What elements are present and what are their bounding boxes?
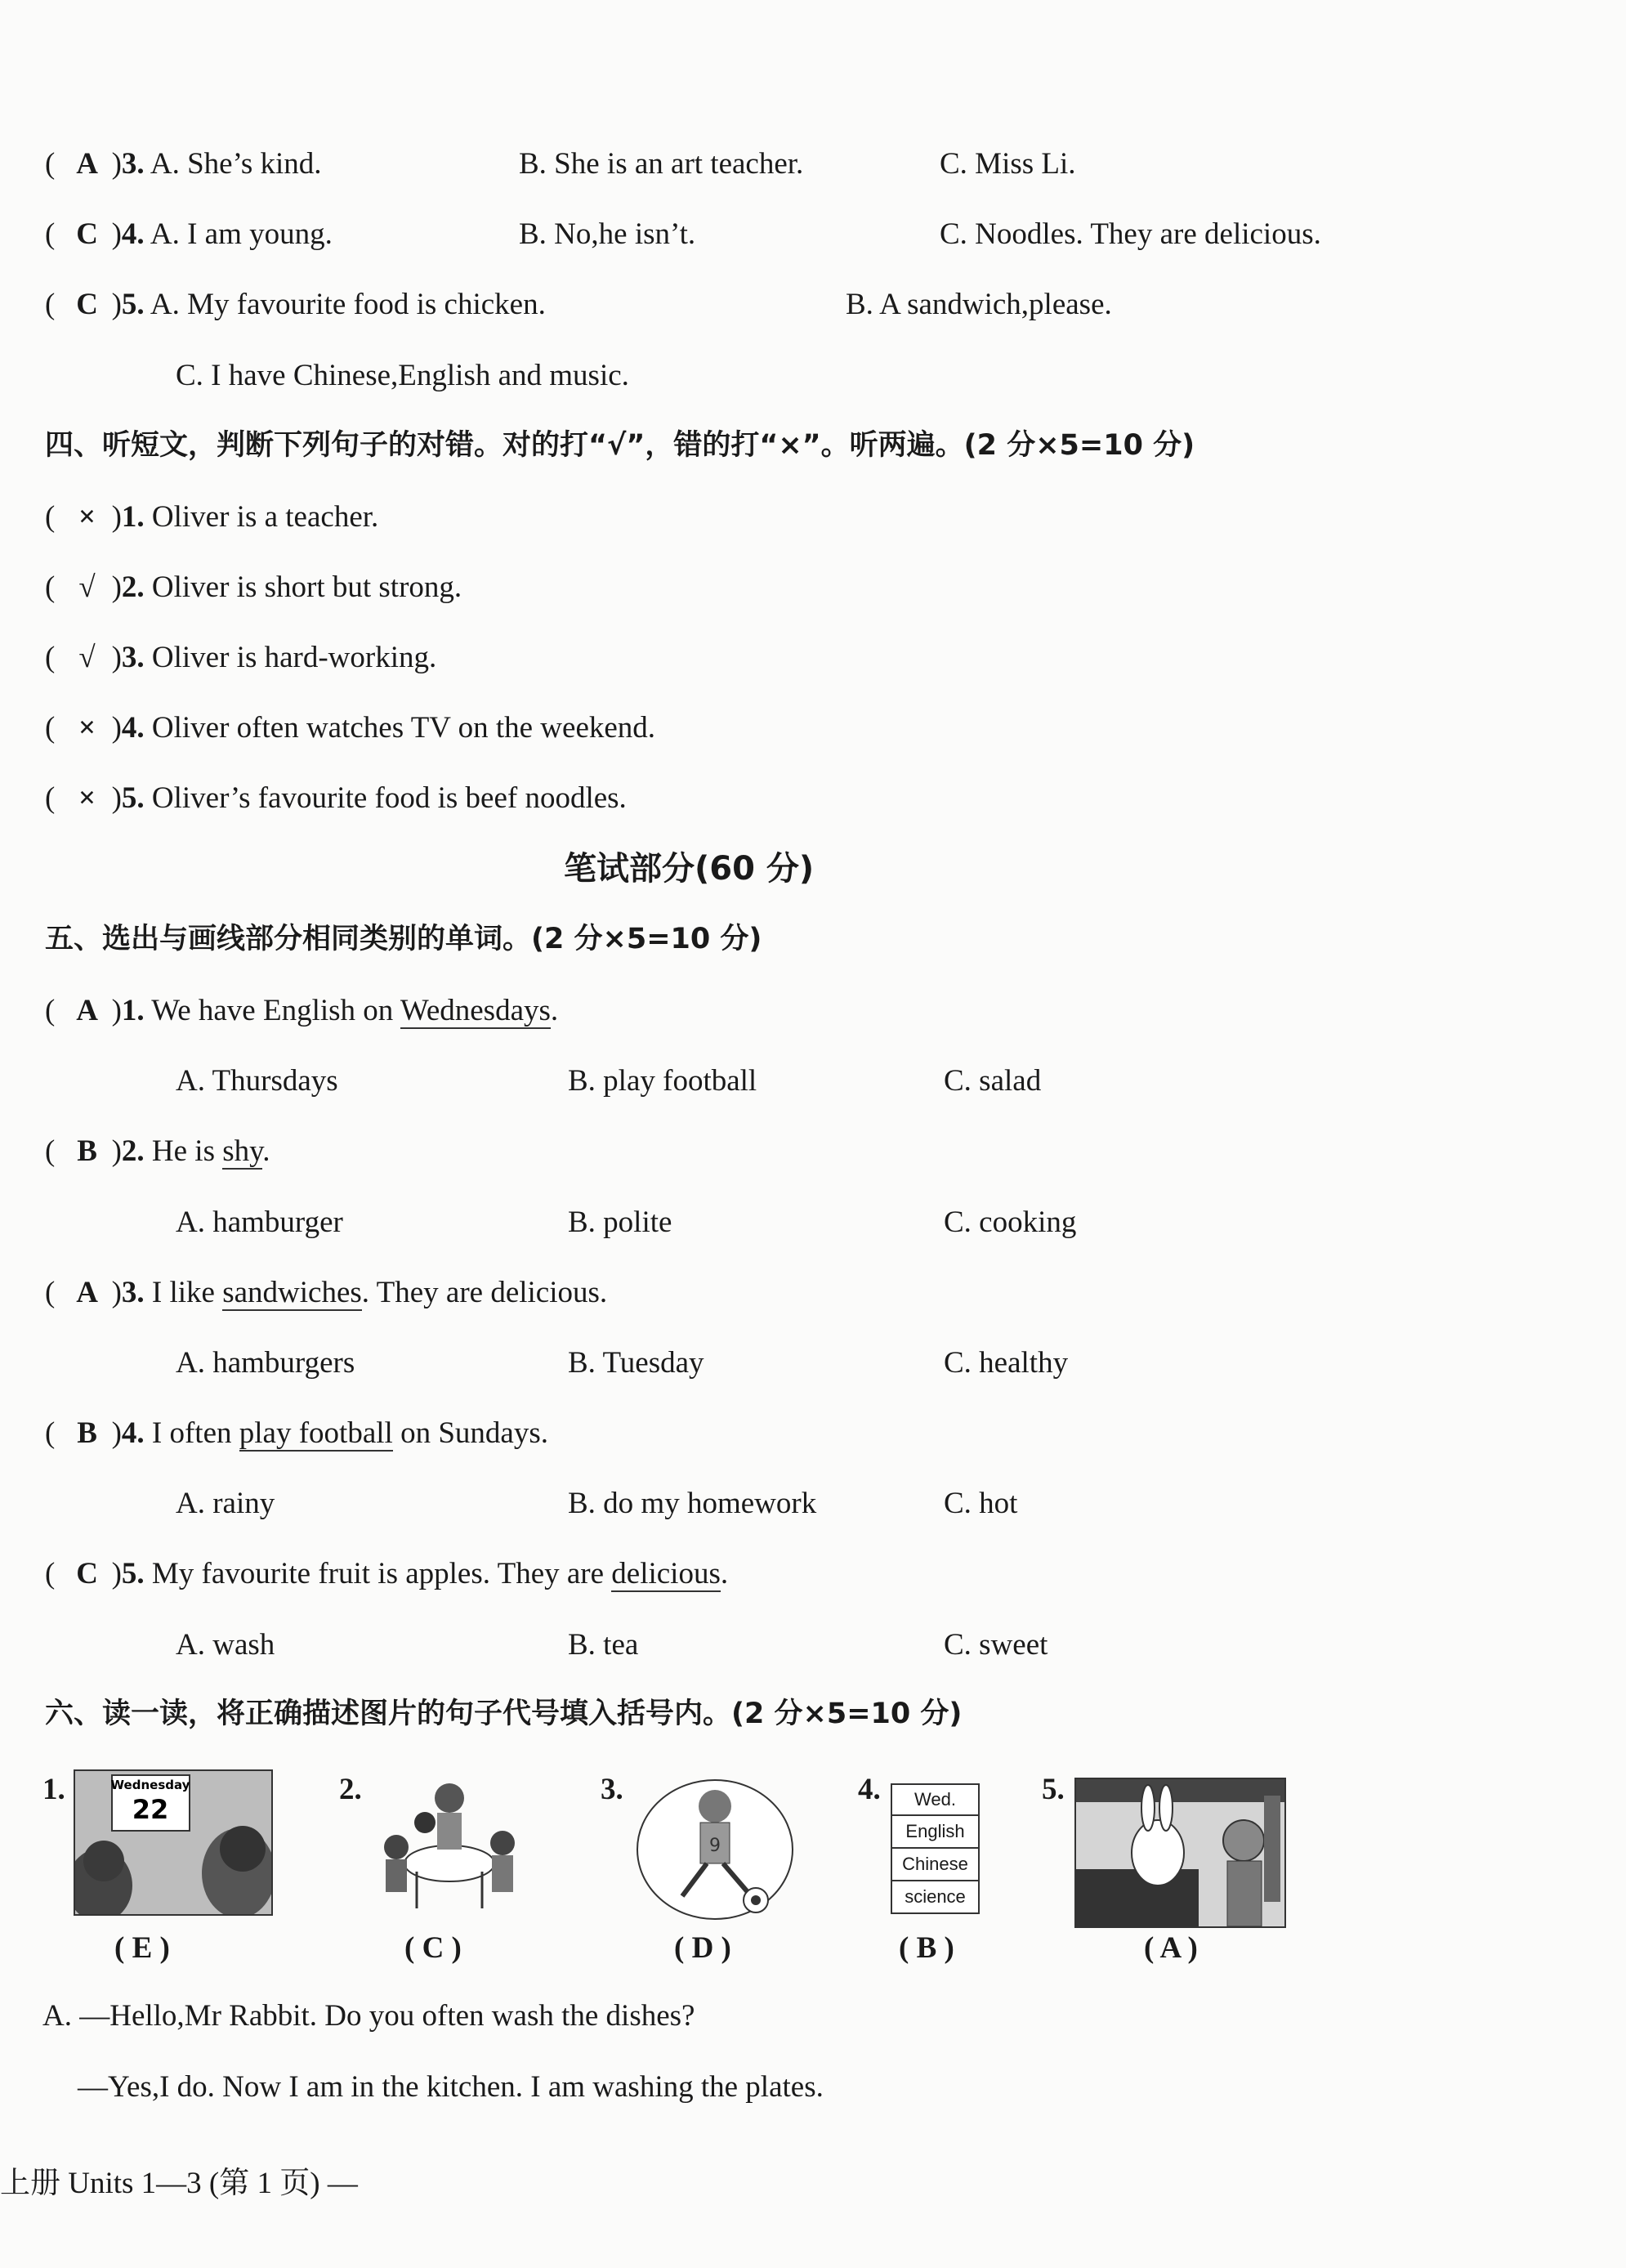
underlined-word: sandwiches bbox=[222, 1276, 362, 1309]
calendar-scene-image bbox=[75, 1771, 271, 1914]
q4-5: ( × )5. Oliver’s favourite food is beef noodles. bbox=[45, 781, 627, 815]
q3-4-option-b: B. No,he isn’t. bbox=[519, 217, 696, 251]
schedule-row: English bbox=[892, 1816, 978, 1849]
picture-3-football-scene bbox=[633, 1778, 797, 1925]
football-scene-image bbox=[633, 1778, 797, 1925]
calendar-date: 22 bbox=[132, 1794, 169, 1825]
q5-1: ( A )1. We have English on Wednesdays. bbox=[45, 994, 559, 1027]
q5-4-option-b: B. do my homework bbox=[568, 1487, 817, 1520]
q3-5-option-b: B. A sandwich,please. bbox=[846, 288, 1112, 321]
sentence-a-line-1: A. —Hello,Mr Rabbit. Do you often wash the dishes? bbox=[42, 1999, 695, 2033]
q4-3: ( √ )3. Oliver is hard-working. bbox=[45, 641, 437, 674]
picture-1-number: 1. bbox=[42, 1773, 65, 1806]
q3-4-question: ( C )4. A. I am young. bbox=[45, 217, 333, 251]
q5-1-option-a: A. Thursdays bbox=[176, 1064, 338, 1098]
picture-5-answer: ( A ) bbox=[1144, 1931, 1198, 1965]
q5-5-option-c: C. sweet bbox=[944, 1628, 1048, 1662]
q5-3-option-a: A. hamburgers bbox=[176, 1346, 355, 1380]
part4-title: 四、听短文，判断下列句子的对错。对的打“√”，错的打“×”。听两遍。(2 分×5=10 分) bbox=[45, 429, 1195, 462]
picture-3-number: 3. bbox=[601, 1773, 623, 1806]
picture-1-calendar-scene bbox=[74, 1769, 273, 1916]
q3-3-option-c: C. Miss Li. bbox=[940, 147, 1076, 181]
written-section-title: 笔试部分(60 分) bbox=[564, 850, 815, 888]
picture-5-kitchen-scene bbox=[1074, 1778, 1286, 1928]
underlined-word: play football bbox=[239, 1416, 393, 1450]
part6-title: 六、读一读，将正确描述图片的句子代号填入括号内。(2 分×5=10 分) bbox=[45, 1698, 963, 1730]
picture-4-answer: ( B ) bbox=[899, 1931, 954, 1965]
picture-5-number: 5. bbox=[1042, 1773, 1065, 1806]
q5-3-option-c: C. healthy bbox=[944, 1346, 1069, 1380]
q3-4-option-c: C. Noodles. They are delicious. bbox=[940, 217, 1321, 251]
picture-2-answer: ( C ) bbox=[404, 1931, 462, 1965]
q5-4-option-a: A. rainy bbox=[176, 1487, 275, 1520]
page-footer: 上册 Units 1—3 (第 1 页) — bbox=[0, 2167, 358, 2200]
q5-2-option-c: C. cooking bbox=[944, 1206, 1077, 1239]
q5-4-option-c: C. hot bbox=[944, 1487, 1018, 1520]
q5-4: ( B )4. I often play football on Sundays. bbox=[45, 1416, 548, 1450]
calendar-day: Wednesday bbox=[110, 1778, 190, 1792]
q5-2: ( B )2. He is shy. bbox=[45, 1134, 270, 1168]
underlined-word: shy bbox=[222, 1134, 263, 1168]
answer-mark: A bbox=[76, 147, 98, 181]
q5-3-option-b: B. Tuesday bbox=[568, 1346, 704, 1380]
q5-1-option-b: B. play football bbox=[568, 1064, 757, 1098]
underlined-word: delicious bbox=[611, 1557, 721, 1590]
svg-text:9: 9 bbox=[709, 1836, 721, 1856]
q4-4: ( × )4. Oliver often watches TV on the weekend. bbox=[45, 711, 656, 745]
q4-2: ( √ )2. Oliver is short but strong. bbox=[45, 570, 462, 604]
underlined-word: Wednesdays bbox=[400, 994, 551, 1027]
answer-mark: C bbox=[76, 288, 98, 321]
sentence-a-line-2: —Yes,I do. Now I am in the kitchen. I am washing the plates. bbox=[78, 2070, 824, 2104]
q5-3: ( A )3. I like sandwiches. They are delicious. bbox=[45, 1276, 608, 1309]
q3-3-option-b: B. She is an art teacher. bbox=[519, 147, 804, 181]
picture-4-number: 4. bbox=[858, 1773, 881, 1806]
picture-2-dining-scene bbox=[368, 1765, 531, 1917]
part5-title: 五、选出与画线部分相同类别的单词。(2 分×5=10 分) bbox=[45, 923, 762, 955]
q5-5: ( C )5. My favourite fruit is apples. They are delicious. bbox=[45, 1557, 729, 1590]
q5-2-option-a: A. hamburger bbox=[176, 1206, 343, 1239]
q4-1: ( × )1. Oliver is a teacher. bbox=[45, 500, 379, 534]
schedule-row: Wed. bbox=[892, 1785, 978, 1816]
picture-4-schedule bbox=[891, 1783, 980, 1914]
picture-1-answer: ( E ) bbox=[114, 1931, 170, 1965]
answer-mark: C bbox=[76, 217, 98, 251]
q3-5-question: ( C )5. A. My favourite food is chicken. bbox=[45, 288, 546, 321]
q3-5-option-c: C. I have Chinese,English and music. bbox=[176, 359, 629, 392]
dining-scene-image bbox=[368, 1765, 531, 1917]
q5-5-option-b: B. tea bbox=[568, 1628, 639, 1662]
q5-2-option-b: B. polite bbox=[568, 1206, 672, 1239]
q5-1-option-c: C. salad bbox=[944, 1064, 1042, 1098]
q5-5-option-a: A. wash bbox=[176, 1628, 275, 1662]
schedule-row: science bbox=[905, 1886, 966, 1907]
kitchen-scene-image bbox=[1076, 1779, 1284, 1926]
q3-3-question: ( A )3. A. She’s kind. bbox=[45, 147, 322, 181]
schedule-row: Chinese bbox=[892, 1849, 978, 1881]
picture-2-number: 2. bbox=[339, 1773, 362, 1806]
picture-3-answer: ( D ) bbox=[674, 1931, 731, 1965]
